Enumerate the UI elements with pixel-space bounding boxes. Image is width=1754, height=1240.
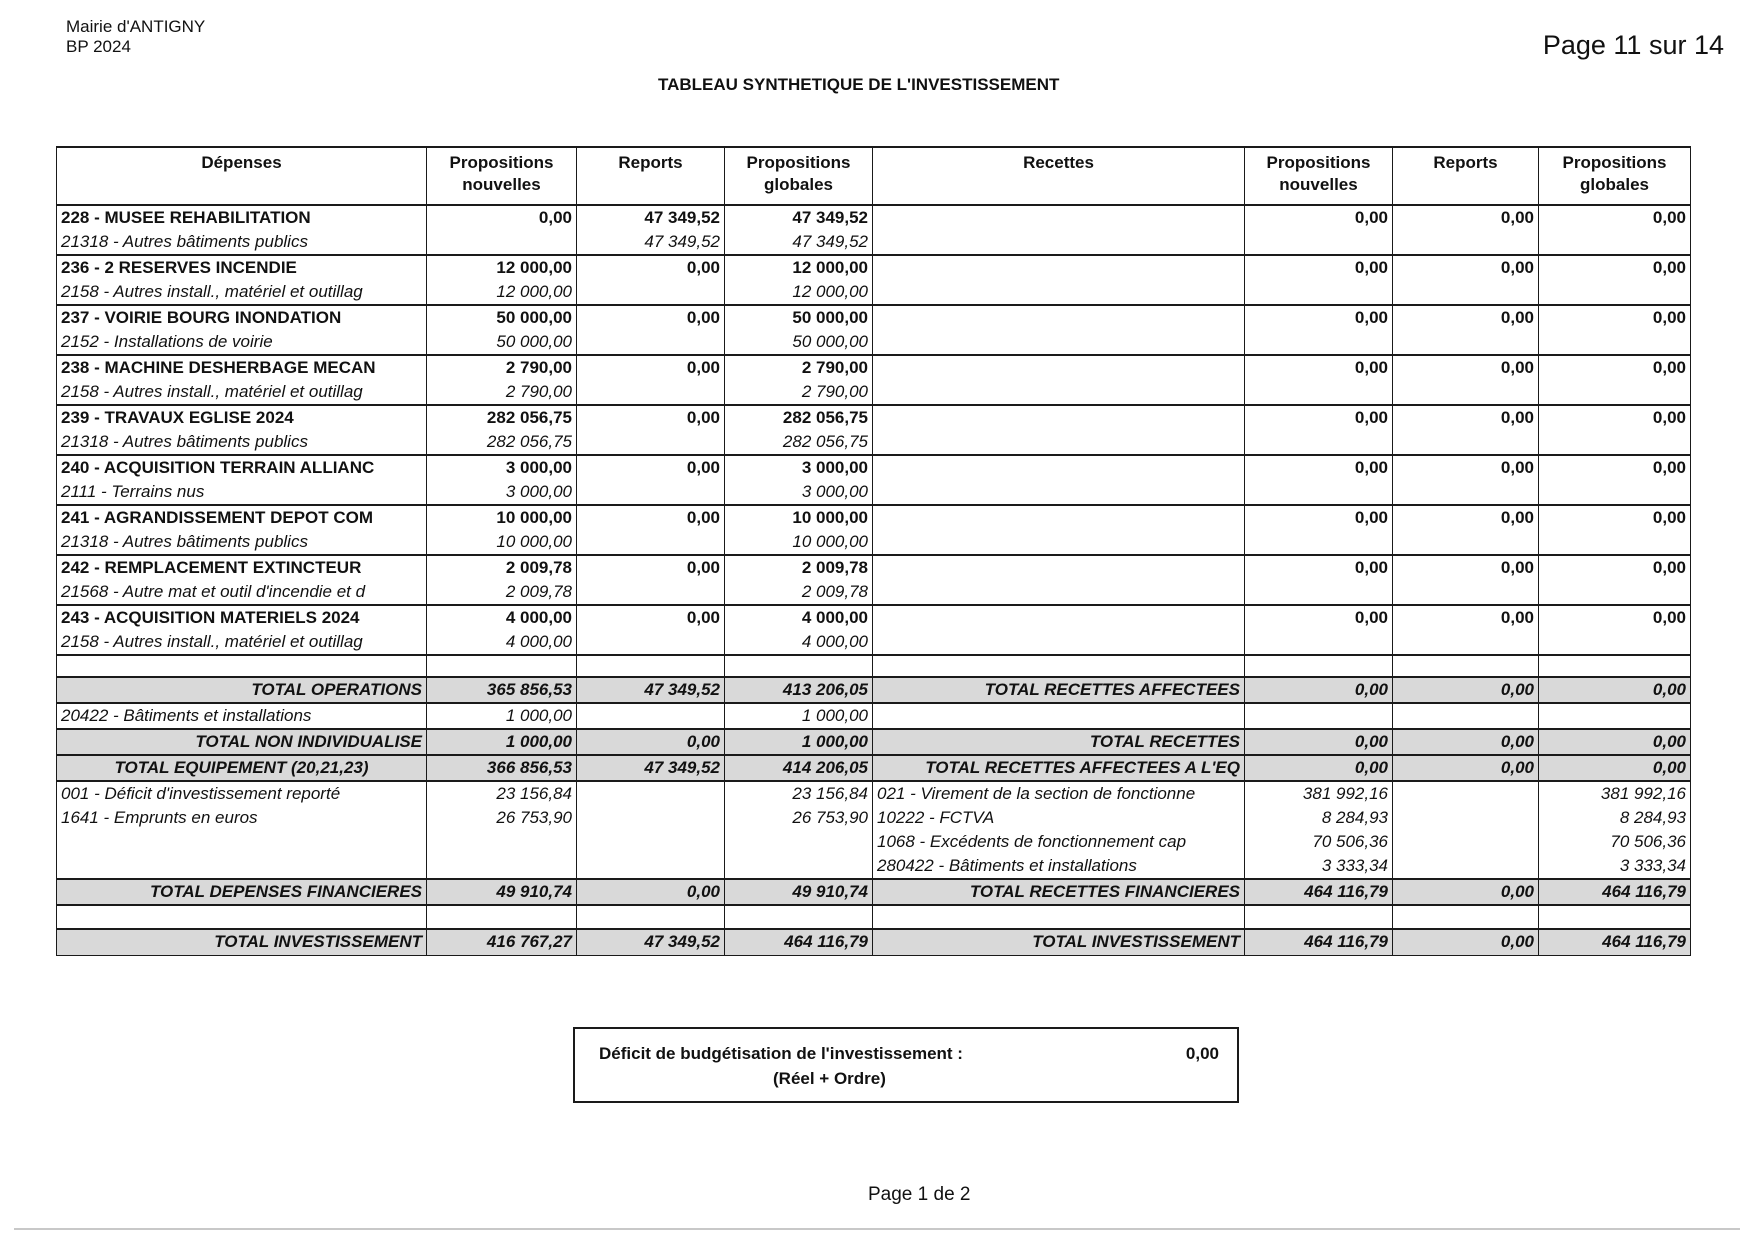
investment-table [56,146,1691,956]
operation-recette-reports: 0,00 [1393,505,1539,530]
total-recettes-equipement-pg: 0,00 [1539,755,1691,781]
financial-depense-reports [577,854,725,879]
financial-recette-label: 021 - Virement de la section de fonctionne [873,781,1245,806]
financial-line-row [57,830,1691,854]
totals-body [57,655,1691,781]
financial-depense-prop-nouvelles [427,854,577,879]
operation-recette-reports: 0,00 [1393,605,1539,630]
total-depenses-financieres-rep: 0,00 [577,879,725,905]
operation-detail-prop-globales: 50 000,00 [725,330,873,355]
operation-prop-globales: 47 349,52 [725,205,873,230]
financial-recette-label: 1068 - Excédents de fonctionnement cap [873,830,1245,854]
empty-cell [1245,230,1393,255]
operation-reports: 0,00 [577,355,725,380]
empty-cell [873,580,1245,605]
financial-recette-prop-nouvelles: 3 333,34 [1245,854,1393,879]
operation-recette-label [873,555,1245,580]
operation-prop-globales: 10 000,00 [725,505,873,530]
financial-recette-label: 280422 - Bâtiments et installations [873,854,1245,879]
operation-row [57,355,1691,380]
total-non-individualise-row [57,729,1691,755]
total-recettes-label: TOTAL RECETTES [873,729,1245,755]
operation-title: 228 - MUSEE REHABILITATION [57,205,427,230]
operation-detail-prop-nouvelles [427,230,577,255]
financial-line-row [57,781,1691,806]
operation-detail-reports [577,530,725,555]
operation-detail-row [57,330,1691,355]
financial-recette-prop-globales: 381 992,16 [1539,781,1691,806]
total-equipement-label: TOTAL EQUIPEMENT (20,21,23) [57,755,427,781]
operation-title: 238 - MACHINE DESHERBAGE MECAN [57,355,427,380]
operation-reports: 0,00 [577,405,725,430]
non-individualise-label: 20422 - Bâtiments et installations [57,703,427,729]
operation-detail-prop-nouvelles: 2 790,00 [427,380,577,405]
financial-depense-prop-globales [725,854,873,879]
financial-line-row [57,854,1691,879]
operation-detail-prop-nouvelles: 2 009,78 [427,580,577,605]
operation-reports: 0,00 [577,255,725,280]
operation-row [57,255,1691,280]
empty-cell [1393,430,1539,455]
empty-cell [1539,380,1691,405]
total-depenses-financieres-label: TOTAL DEPENSES FINANCIERES [57,879,427,905]
financial-depense-prop-nouvelles: 23 156,84 [427,781,577,806]
operation-detail-prop-nouvelles: 50 000,00 [427,330,577,355]
operation-prop-nouvelles: 2 009,78 [427,555,577,580]
financial-depense-reports [577,781,725,806]
empty-cell [873,430,1245,455]
operation-detail-prop-globales: 2 790,00 [725,380,873,405]
operation-recette-prop-globales: 0,00 [1539,305,1691,330]
total-investissement-pn: 416 767,27 [427,929,577,955]
deficit-box [573,1027,1239,1103]
total-investissement-r-pg: 464 116,79 [1539,929,1691,955]
operation-detail-reports: 47 349,52 [577,230,725,255]
financial-depense-reports [577,830,725,854]
operation-detail-row [57,380,1691,405]
operation-reports: 47 349,52 [577,205,725,230]
empty-cell [1539,280,1691,305]
operation-detail-row [57,580,1691,605]
total-operations-pg: 413 206,05 [725,677,873,703]
empty-cell [1245,430,1393,455]
total-recettes-pn: 0,00 [1245,729,1393,755]
operation-recette-reports: 0,00 [1393,455,1539,480]
total-recettes-affectees-rep: 0,00 [1393,677,1539,703]
total-recettes-financieres-label: TOTAL RECETTES FINANCIERES [873,879,1245,905]
operation-recette-prop-nouvelles: 0,00 [1245,205,1393,230]
total-operations-label: TOTAL OPERATIONS [57,677,427,703]
total-operations-rep: 47 349,52 [577,677,725,703]
total-investissement-recettes-label: TOTAL INVESTISSEMENT [873,929,1245,955]
col-header-depenses: Dépenses [57,147,427,205]
operation-detail-reports [577,430,725,455]
operation-row [57,305,1691,330]
operation-prop-nouvelles: 4 000,00 [427,605,577,630]
operation-prop-nouvelles: 12 000,00 [427,255,577,280]
col-header-prop-nouvelles: Propositions nouvelles [427,147,577,205]
operation-detail-row [57,630,1691,655]
empty-cell [873,630,1245,655]
operation-recette-label [873,355,1245,380]
col-header-r-prop-globales: Propositions globales [1539,147,1691,205]
empty-cell [1393,630,1539,655]
empty-cell [1393,480,1539,505]
operation-detail-prop-nouvelles: 282 056,75 [427,430,577,455]
financial-recette-reports [1393,854,1539,879]
empty-cell [1393,330,1539,355]
operation-detail-label: 2152 - Installations de voirie [57,330,427,355]
financial-depense-label [57,830,427,854]
financial-depense-prop-globales [725,830,873,854]
final-totals-body [57,879,1691,955]
operation-recette-prop-nouvelles: 0,00 [1245,605,1393,630]
operation-title: 241 - AGRANDISSEMENT DEPOT COM [57,505,427,530]
empty-cell [1245,280,1393,305]
operation-row [57,555,1691,580]
total-financieres-row [57,879,1691,905]
operation-reports: 0,00 [577,305,725,330]
operation-detail-prop-globales: 4 000,00 [725,630,873,655]
financial-recette-reports [1393,806,1539,830]
total-recettes-financieres-rep: 0,00 [1393,879,1539,905]
operation-recette-prop-globales: 0,00 [1539,355,1691,380]
operation-title: 240 - ACQUISITION TERRAIN ALLIANC [57,455,427,480]
col-header-reports: Reports [577,147,725,205]
col-header-r-prop-nouvelles: Propositions nouvelles [1245,147,1393,205]
financial-line-row [57,806,1691,830]
financial-recette-prop-globales: 8 284,93 [1539,806,1691,830]
operation-reports: 0,00 [577,455,725,480]
operation-recette-label [873,205,1245,230]
operation-detail-row [57,480,1691,505]
financial-recette-prop-nouvelles: 70 506,36 [1245,830,1393,854]
operation-title: 243 - ACQUISITION MATERIELS 2024 [57,605,427,630]
operation-recette-reports: 0,00 [1393,255,1539,280]
operation-recette-label [873,605,1245,630]
operation-recette-prop-nouvelles: 0,00 [1245,505,1393,530]
total-recettes-equipement-label: TOTAL RECETTES AFFECTEES A L'EQ [873,755,1245,781]
operation-detail-reports [577,580,725,605]
total-recettes-affectees-pn: 0,00 [1245,677,1393,703]
operation-detail-prop-nouvelles: 12 000,00 [427,280,577,305]
operation-title: 239 - TRAVAUX EGLISE 2024 [57,405,427,430]
total-recettes-equipement-rep: 0,00 [1393,755,1539,781]
total-investissement-r-rep: 0,00 [1393,929,1539,955]
operation-detail-row [57,530,1691,555]
empty-cell [873,330,1245,355]
empty-cell [1245,530,1393,555]
empty-cell [1393,280,1539,305]
operation-detail-label: 21318 - Autres bâtiments publics [57,230,427,255]
operation-row [57,505,1691,530]
total-investissement-r-pn: 464 116,79 [1245,929,1393,955]
operation-recette-prop-globales: 0,00 [1539,455,1691,480]
empty-cell [873,380,1245,405]
operation-recette-prop-globales: 0,00 [1539,555,1691,580]
empty-cell [1539,430,1691,455]
operation-detail-prop-globales: 3 000,00 [725,480,873,505]
operation-reports: 0,00 [577,555,725,580]
empty-cell [1393,380,1539,405]
operation-row [57,605,1691,630]
page-footer: Page 1 de 2 [868,1184,971,1205]
budget-name: BP 2024 [66,37,131,56]
operation-prop-globales: 2 009,78 [725,555,873,580]
operation-detail-reports [577,280,725,305]
empty-cell [1539,580,1691,605]
operation-recette-prop-nouvelles: 0,00 [1245,555,1393,580]
col-header-prop-globales: Propositions globales [725,147,873,205]
total-recettes-affectees-label: TOTAL RECETTES AFFECTEES [873,677,1245,703]
empty-cell [1539,330,1691,355]
operation-detail-prop-nouvelles: 4 000,00 [427,630,577,655]
total-recettes-financieres-pg: 464 116,79 [1539,879,1691,905]
empty-cell [1393,580,1539,605]
operation-row [57,405,1691,430]
operation-detail-label: 2111 - Terrains nus [57,480,427,505]
org-name: Mairie d'ANTIGNY [66,17,206,36]
operation-recette-prop-nouvelles: 0,00 [1245,405,1393,430]
deficit-label: Déficit de budgétisation de l'investissement : [599,1044,963,1063]
page-number: Page 11 sur 14 [1542,30,1724,60]
financial-recette-prop-globales: 3 333,34 [1539,854,1691,879]
operation-prop-globales: 2 790,00 [725,355,873,380]
total-operations-pn: 365 856,53 [427,677,577,703]
financial-depense-prop-nouvelles [427,830,577,854]
total-equipement-pg: 414 206,05 [725,755,873,781]
total-non-individualise-label: TOTAL NON INDIVIDUALISE [57,729,427,755]
financial-depense-label: 1641 - Emprunts en euros [57,806,427,830]
operation-detail-prop-globales: 12 000,00 [725,280,873,305]
empty-cell [873,530,1245,555]
operation-recette-label [873,255,1245,280]
operation-recette-prop-nouvelles: 0,00 [1245,255,1393,280]
spacer-row [57,655,1691,677]
operation-recette-prop-nouvelles: 0,00 [1245,305,1393,330]
operation-detail-row [57,280,1691,305]
operation-reports: 0,00 [577,505,725,530]
operation-row [57,205,1691,230]
empty-cell [1393,530,1539,555]
financial-recette-prop-nouvelles: 8 284,93 [1245,806,1393,830]
operation-recette-prop-globales: 0,00 [1539,505,1691,530]
financial-depense-label: 001 - Déficit d'investissement reporté [57,781,427,806]
operation-detail-prop-globales: 282 056,75 [725,430,873,455]
operation-recette-prop-globales: 0,00 [1539,205,1691,230]
operation-detail-label: 21318 - Autres bâtiments publics [57,430,427,455]
deficit-sublabel: (Réel + Ordre) [773,1069,886,1088]
operation-recette-reports: 0,00 [1393,205,1539,230]
total-non-individualise-rep: 0,00 [577,729,725,755]
col-header-r-reports: Reports [1393,147,1539,205]
total-recettes-affectees-pg: 0,00 [1539,677,1691,703]
empty-cell [1245,380,1393,405]
empty-cell [1245,480,1393,505]
operation-recette-label [873,405,1245,430]
financial-depense-prop-nouvelles: 26 753,90 [427,806,577,830]
operation-prop-globales: 50 000,00 [725,305,873,330]
empty-cell [873,280,1245,305]
operation-prop-nouvelles: 10 000,00 [427,505,577,530]
total-investissement-row [57,929,1691,955]
operation-prop-globales: 4 000,00 [725,605,873,630]
operation-title: 237 - VOIRIE BOURG INONDATION [57,305,427,330]
total-equipement-row [57,755,1691,781]
operation-detail-reports [577,630,725,655]
operation-detail-row [57,230,1691,255]
financial-recette-prop-nouvelles: 381 992,16 [1245,781,1393,806]
operation-prop-globales: 12 000,00 [725,255,873,280]
operation-recette-label [873,455,1245,480]
col-header-recettes: Recettes [873,147,1245,205]
operation-detail-reports [577,330,725,355]
empty-cell [1245,580,1393,605]
empty-cell [1245,630,1393,655]
operation-detail-label: 21568 - Autre mat et outil d'incendie et d [57,580,427,605]
financial-depense-label [57,854,427,879]
operation-prop-nouvelles: 3 000,00 [427,455,577,480]
deficit-value: 0,00 [1185,1044,1219,1063]
non-individualise-pg: 1 000,00 [725,703,873,729]
operation-title: 242 - REMPLACEMENT EXTINCTEUR [57,555,427,580]
empty-cell [1393,230,1539,255]
total-recettes-pg: 0,00 [1539,729,1691,755]
empty-cell [873,480,1245,505]
operation-recette-reports: 0,00 [1393,405,1539,430]
operation-recette-label [873,305,1245,330]
operation-detail-prop-globales: 47 349,52 [725,230,873,255]
page-title: TABLEAU SYNTHETIQUE DE L'INVESTISSEMENT [658,75,1060,94]
empty-cell [873,230,1245,255]
operation-prop-nouvelles: 0,00 [427,205,577,230]
operation-recette-prop-nouvelles: 0,00 [1245,455,1393,480]
operation-detail-prop-nouvelles: 10 000,00 [427,530,577,555]
spacer-row [57,905,1691,929]
operation-detail-prop-nouvelles: 3 000,00 [427,480,577,505]
non-individualise-line [57,703,1691,729]
operation-recette-reports: 0,00 [1393,305,1539,330]
financial-recette-label: 10222 - FCTVA [873,806,1245,830]
total-investissement-pg: 464 116,79 [725,929,873,955]
operation-detail-label: 2158 - Autres install., matériel et outillag [57,280,427,305]
total-operations-row [57,677,1691,703]
operation-detail-row [57,430,1691,455]
total-equipement-pn: 366 856,53 [427,755,577,781]
operation-recette-prop-globales: 0,00 [1539,255,1691,280]
document-header-left [66,17,205,57]
operation-reports: 0,00 [577,605,725,630]
operation-detail-label: 21318 - Autres bâtiments publics [57,530,427,555]
non-individualise-pn: 1 000,00 [427,703,577,729]
financial-depense-prop-globales: 23 156,84 [725,781,873,806]
total-investissement-rep: 47 349,52 [577,929,725,955]
total-recettes-rep: 0,00 [1393,729,1539,755]
total-non-individualise-pn: 1 000,00 [427,729,577,755]
operation-recette-prop-globales: 0,00 [1539,405,1691,430]
operation-recette-prop-globales: 0,00 [1539,605,1691,630]
financial-recette-prop-globales: 70 506,36 [1539,830,1691,854]
operation-detail-prop-globales: 2 009,78 [725,580,873,605]
operation-prop-globales: 3 000,00 [725,455,873,480]
total-investissement-depenses-label: TOTAL INVESTISSEMENT [57,929,427,955]
operation-detail-reports [577,480,725,505]
total-recettes-financieres-pn: 464 116,79 [1245,879,1393,905]
operation-prop-globales: 282 056,75 [725,405,873,430]
financial-recette-reports [1393,830,1539,854]
operation-prop-nouvelles: 50 000,00 [427,305,577,330]
total-depenses-financieres-pn: 49 910,74 [427,879,577,905]
financial-body [57,781,1691,879]
operation-prop-nouvelles: 2 790,00 [427,355,577,380]
empty-cell [1539,230,1691,255]
operation-detail-label: 2158 - Autres install., matériel et outillag [57,630,427,655]
operation-recette-label [873,505,1245,530]
operation-title: 236 - 2 RESERVES INCENDIE [57,255,427,280]
operation-recette-reports: 0,00 [1393,355,1539,380]
financial-recette-reports [1393,781,1539,806]
operation-detail-prop-globales: 10 000,00 [725,530,873,555]
operation-row [57,455,1691,480]
operation-prop-nouvelles: 282 056,75 [427,405,577,430]
total-equipement-rep: 47 349,52 [577,755,725,781]
operation-detail-label: 2158 - Autres install., matériel et outillag [57,380,427,405]
empty-cell [1539,630,1691,655]
empty-cell [1539,530,1691,555]
total-non-individualise-pg: 1 000,00 [725,729,873,755]
financial-depense-reports [577,806,725,830]
empty-cell [1245,330,1393,355]
total-recettes-equipement-pn: 0,00 [1245,755,1393,781]
empty-cell [1539,480,1691,505]
scan-edge [14,1228,1740,1230]
total-depenses-financieres-pg: 49 910,74 [725,879,873,905]
operation-recette-reports: 0,00 [1393,555,1539,580]
operation-detail-reports [577,380,725,405]
operations-body [57,205,1691,655]
operation-recette-prop-nouvelles: 0,00 [1245,355,1393,380]
financial-depense-prop-globales: 26 753,90 [725,806,873,830]
